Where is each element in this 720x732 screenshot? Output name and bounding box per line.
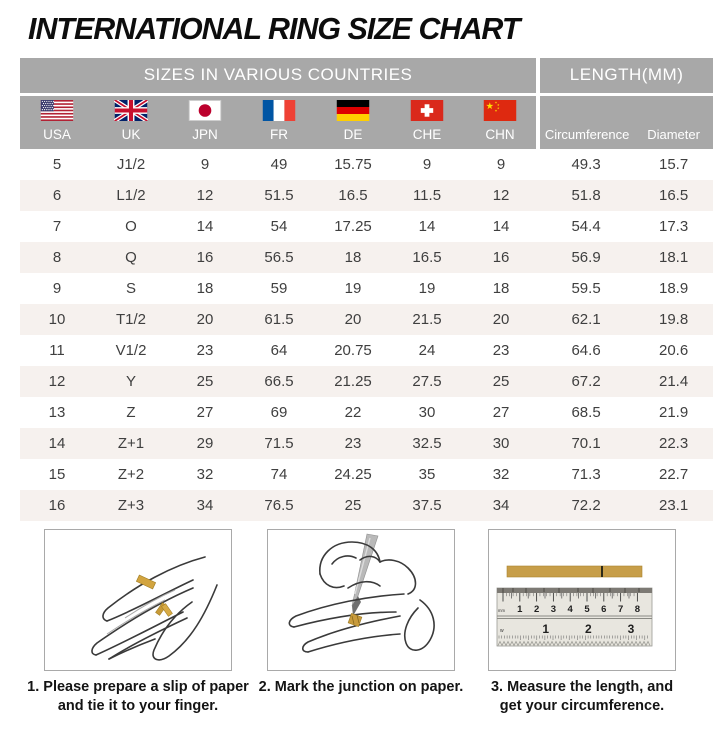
cell-jpn: 27 — [168, 397, 242, 428]
cell-circumference: 70.1 — [538, 428, 634, 459]
country-column-header-fr — [242, 94, 316, 149]
instruction-steps — [0, 529, 720, 719]
cell-de: 24.25 — [316, 459, 390, 490]
uk-flag-icon — [114, 100, 148, 121]
cell-uk: O — [94, 211, 168, 242]
country-code-label: UK — [121, 127, 141, 142]
cell-chn: 12 — [464, 180, 538, 211]
cell-fr: 64 — [242, 335, 316, 366]
cell-fr: 74 — [242, 459, 316, 490]
ring-size-row — [20, 242, 713, 273]
cell-de: 23 — [316, 428, 390, 459]
country-column-header-jpn — [168, 94, 242, 149]
japan-flag-icon — [188, 100, 222, 121]
cell-usa: 13 — [20, 397, 94, 428]
cell-usa: 9 — [20, 273, 94, 304]
cell-che: 35 — [390, 459, 464, 490]
cell-che: 27.5 — [390, 366, 464, 397]
cell-de: 20 — [316, 304, 390, 335]
cell-uk: Z+3 — [94, 490, 168, 521]
svg-text:w: w — [500, 628, 504, 634]
cell-chn: 23 — [464, 335, 538, 366]
country-code-label: CHE — [412, 127, 442, 142]
hand-paper-sketch — [45, 530, 231, 670]
cell-circumference: 68.5 — [538, 397, 634, 428]
ring-size-row — [20, 335, 713, 366]
page-title: INTERNATIONAL RING SIZE CHART — [28, 11, 520, 46]
cell-jpn: 32 — [168, 459, 242, 490]
cell-diameter: 16.5 — [634, 180, 713, 211]
cell-chn: 34 — [464, 490, 538, 521]
ruler-sketch — [489, 530, 675, 670]
cell-chn: 20 — [464, 304, 538, 335]
cell-de: 21.25 — [316, 366, 390, 397]
ring-size-row — [20, 211, 713, 242]
cell-fr: 59 — [242, 273, 316, 304]
instruction-step-1 — [22, 529, 254, 716]
cell-che: 19 — [390, 273, 464, 304]
cell-jpn: 18 — [168, 273, 242, 304]
cell-uk: Z+2 — [94, 459, 168, 490]
paper-strip-on-finger — [136, 575, 172, 616]
instruction-caption-3 — [466, 678, 698, 716]
ring-size-chart-page — [0, 12, 720, 732]
header-sizes-in-various-countries: SIZES IN VARIOUS COUNTRIES — [20, 58, 538, 94]
cell-uk: V1/2 — [94, 335, 168, 366]
svg-text:8: 8 — [634, 604, 641, 615]
cell-fr: 71.5 — [242, 428, 316, 459]
country-column-header-de — [316, 94, 390, 149]
cell-diameter: 19.8 — [634, 304, 713, 335]
instruction-step-3 — [466, 529, 698, 716]
cell-uk: L1/2 — [94, 180, 168, 211]
cell-chn: 25 — [464, 366, 538, 397]
pen-icon — [352, 534, 378, 616]
ring-size-row — [20, 304, 713, 335]
ruler-illustration — [488, 529, 676, 671]
country-column-header-uk — [94, 94, 168, 149]
cell-diameter: 22.7 — [634, 459, 713, 490]
svg-text:2: 2 — [533, 604, 540, 615]
cell-jpn: 12 — [168, 180, 242, 211]
cell-jpn: 16 — [168, 242, 242, 273]
hand-with-paper-illustration — [44, 529, 232, 671]
switzerland-flag-icon — [410, 100, 444, 121]
cell-uk: J1/2 — [94, 149, 168, 180]
marking-paper-illustration — [267, 529, 455, 671]
cell-circumference: 54.4 — [538, 211, 634, 242]
table-group-header-row — [20, 58, 713, 94]
cell-fr: 56.5 — [242, 242, 316, 273]
instruction-step-2 — [245, 529, 477, 697]
cell-uk: S — [94, 273, 168, 304]
cell-circumference: 59.5 — [538, 273, 634, 304]
cell-de: 20.75 — [316, 335, 390, 366]
instruction-caption-2 — [245, 678, 477, 697]
svg-text:mm: mm — [498, 608, 505, 613]
cell-de: 25 — [316, 490, 390, 521]
cell-circumference: 67.2 — [538, 366, 634, 397]
cell-circumference: 71.3 — [538, 459, 634, 490]
cell-che: 16.5 — [390, 242, 464, 273]
cell-usa: 15 — [20, 459, 94, 490]
svg-text:6: 6 — [601, 604, 607, 615]
cell-de: 15.75 — [316, 149, 390, 180]
cell-de: 17.25 — [316, 211, 390, 242]
caption-line: get your circumference. — [499, 698, 665, 714]
cell-usa: 16 — [20, 490, 94, 521]
usa-flag-icon — [40, 100, 74, 121]
svg-text:2: 2 — [585, 622, 592, 636]
pen-mark-sketch — [268, 530, 454, 670]
ring-size-row — [20, 149, 713, 180]
cell-uk: Z+1 — [94, 428, 168, 459]
cell-usa: 10 — [20, 304, 94, 335]
cell-fr: 76.5 — [242, 490, 316, 521]
cell-chn: 30 — [464, 428, 538, 459]
france-flag-icon — [262, 100, 296, 121]
cell-fr: 61.5 — [242, 304, 316, 335]
cell-circumference: 56.9 — [538, 242, 634, 273]
cell-diameter: 20.6 — [634, 335, 713, 366]
cell-diameter: 18.1 — [634, 242, 713, 273]
cell-fr: 66.5 — [242, 366, 316, 397]
cell-che: 11.5 — [390, 180, 464, 211]
country-column-header-chn — [464, 94, 538, 149]
cell-circumference: 62.1 — [538, 304, 634, 335]
cell-de: 16.5 — [316, 180, 390, 211]
cell-diameter: 15.7 — [634, 149, 713, 180]
svg-text:1: 1 — [542, 622, 550, 636]
cell-circumference: 64.6 — [538, 335, 634, 366]
cell-chn: 27 — [464, 397, 538, 428]
caption-line: 1. Please prepare a slip of paper — [27, 679, 249, 695]
country-code-label: FR — [270, 127, 288, 142]
length-column-header-diameter: Diameter — [634, 94, 713, 149]
country-column-header-che — [390, 94, 464, 149]
cell-chn: 18 — [464, 273, 538, 304]
cell-che: 37.5 — [390, 490, 464, 521]
svg-text:3: 3 — [627, 622, 635, 636]
cell-uk: Q — [94, 242, 168, 273]
ring-size-row — [20, 273, 713, 304]
cell-jpn: 29 — [168, 428, 242, 459]
cell-che: 32.5 — [390, 428, 464, 459]
cell-fr: 69 — [242, 397, 316, 428]
cell-chn: 32 — [464, 459, 538, 490]
cell-diameter: 18.9 — [634, 273, 713, 304]
caption-line: 3. Measure the length, and — [490, 679, 674, 695]
ring-size-table-body — [20, 149, 713, 521]
cell-usa: 12 — [20, 366, 94, 397]
instruction-caption-1 — [22, 678, 254, 716]
ring-size-row — [20, 180, 713, 211]
country-code-label: CHN — [485, 127, 515, 142]
ring-size-row — [20, 490, 713, 521]
country-code-label: JPN — [192, 127, 218, 142]
country-code-label: DE — [343, 127, 363, 142]
cell-jpn: 14 — [168, 211, 242, 242]
cell-che: 24 — [390, 335, 464, 366]
cell-de: 18 — [316, 242, 390, 273]
china-flag-icon — [483, 100, 517, 121]
ring-size-table — [20, 58, 713, 521]
cell-circumference: 49.3 — [538, 149, 634, 180]
cell-fr: 54 — [242, 211, 316, 242]
cell-circumference: 72.2 — [538, 490, 634, 521]
cell-usa: 8 — [20, 242, 94, 273]
cell-diameter: 21.4 — [634, 366, 713, 397]
svg-text:5: 5 — [584, 604, 590, 615]
ring-size-row — [20, 366, 713, 397]
cell-diameter: 22.3 — [634, 428, 713, 459]
caption-line: 2. Mark the junction on paper. — [258, 679, 464, 695]
cell-fr: 51.5 — [242, 180, 316, 211]
cell-usa: 5 — [20, 149, 94, 180]
ring-size-row — [20, 397, 713, 428]
cell-jpn: 20 — [168, 304, 242, 335]
cell-usa: 14 — [20, 428, 94, 459]
cell-de: 22 — [316, 397, 390, 428]
cell-usa: 11 — [20, 335, 94, 366]
cell-che: 9 — [390, 149, 464, 180]
ring-size-row — [20, 459, 713, 490]
ring-size-row — [20, 428, 713, 459]
cell-chn: 16 — [464, 242, 538, 273]
germany-flag-icon — [336, 100, 370, 121]
cell-jpn: 34 — [168, 490, 242, 521]
cell-jpn: 9 — [168, 149, 242, 180]
cell-circumference: 51.8 — [538, 180, 634, 211]
cell-usa: 6 — [20, 180, 94, 211]
svg-text:7: 7 — [617, 604, 624, 615]
paper-strip-flat — [507, 566, 642, 577]
svg-text:3: 3 — [550, 604, 557, 615]
svg-text:4: 4 — [567, 604, 573, 615]
cell-uk: Y — [94, 366, 168, 397]
cell-diameter: 21.9 — [634, 397, 713, 428]
country-code-label: USA — [43, 127, 71, 142]
cell-uk: T1/2 — [94, 304, 168, 335]
cell-uk: Z — [94, 397, 168, 428]
length-column-header-circumference: Circumference — [538, 94, 634, 149]
caption-line: and tie it to your finger. — [57, 698, 219, 714]
country-column-header-usa — [20, 94, 94, 149]
cell-diameter: 17.3 — [634, 211, 713, 242]
cell-che: 30 — [390, 397, 464, 428]
cell-fr: 49 — [242, 149, 316, 180]
header-length-mm: LENGTH(MM) — [538, 58, 713, 94]
cell-che: 14 — [390, 211, 464, 242]
table-country-header-row — [20, 94, 713, 149]
cell-jpn: 23 — [168, 335, 242, 366]
cell-diameter: 23.1 — [634, 490, 713, 521]
cell-de: 19 — [316, 273, 390, 304]
cell-usa: 7 — [20, 211, 94, 242]
cell-jpn: 25 — [168, 366, 242, 397]
cell-che: 21.5 — [390, 304, 464, 335]
svg-text:1: 1 — [517, 604, 523, 615]
cell-chn: 14 — [464, 211, 538, 242]
cell-chn: 9 — [464, 149, 538, 180]
